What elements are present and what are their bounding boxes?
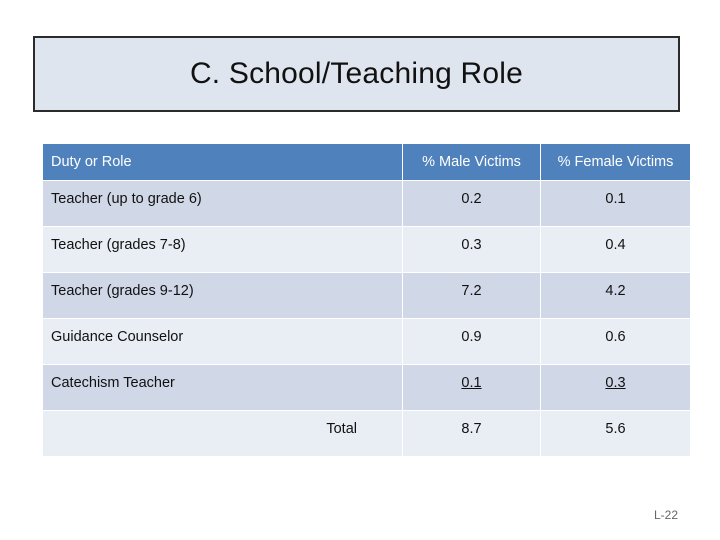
total-label: Total	[43, 411, 403, 457]
table-row	[43, 227, 691, 273]
role-cell: Guidance Counselor	[43, 319, 403, 365]
role-cell: Teacher (up to grade 6)	[43, 181, 403, 227]
table-row	[43, 181, 691, 227]
header-male-victims: % Male Victims	[403, 144, 541, 181]
female-cell: 0.6	[541, 319, 691, 365]
header-female-victims: % Female Victims	[541, 144, 691, 181]
slide-number: L-22	[653, 508, 678, 522]
male-cell	[403, 365, 541, 411]
table-row	[43, 365, 691, 411]
female-cell: 0.1	[541, 181, 691, 227]
role-cell: Catechism Teacher	[43, 365, 403, 411]
role-cell: Teacher (grades 7-8)	[43, 227, 403, 273]
female-value-underlined: 0.3	[605, 375, 626, 391]
total-female: 5.6	[541, 411, 691, 457]
table-row	[43, 273, 691, 319]
male-cell: 0.9	[403, 319, 541, 365]
victims-table	[42, 143, 691, 457]
table-row	[43, 319, 691, 365]
table-header-row	[43, 144, 691, 181]
male-value-underlined: 0.1	[461, 375, 482, 391]
total-male: 8.7	[403, 411, 541, 457]
role-cell: Teacher (grades 9-12)	[43, 273, 403, 319]
title-box	[33, 36, 680, 112]
female-cell	[541, 365, 691, 411]
female-cell: 0.4	[541, 227, 691, 273]
slide-title: C. School/Teaching Role	[189, 57, 524, 90]
male-cell: 0.3	[403, 227, 541, 273]
total-row	[43, 411, 691, 457]
header-duty-or-role: Duty or Role	[43, 144, 403, 181]
male-cell: 0.2	[403, 181, 541, 227]
male-cell: 7.2	[403, 273, 541, 319]
female-cell: 4.2	[541, 273, 691, 319]
